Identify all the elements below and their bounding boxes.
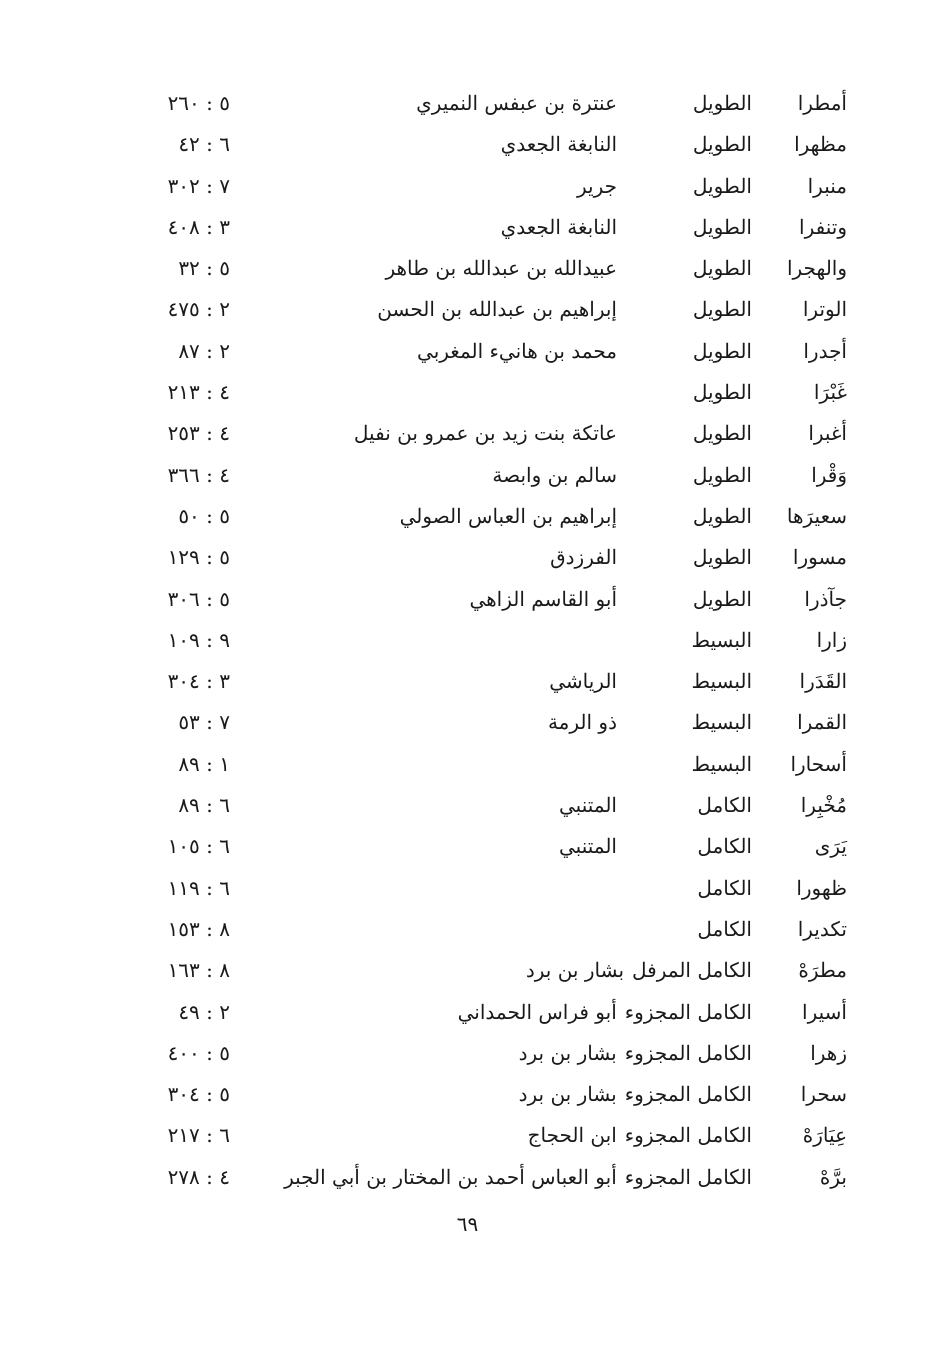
volume-page-reference: ٥ : ٣٠٦ [167,586,230,611]
rhyme-word: تكديرا [797,916,847,941]
table-row [0,454,935,495]
rhyme-word: مظهرا [794,132,847,157]
volume-page-reference: ٦ : ٢١٧ [167,1123,230,1148]
meter-name: الكامل [697,793,752,818]
poet-name: الفرزدق [550,545,617,570]
meter-name: الطويل [692,256,752,281]
meter-name: الطويل [692,545,752,570]
meter-name: الطويل [692,214,752,239]
rhyme-word: القمرا [797,710,847,735]
meter-name: البسيط [691,710,752,735]
poet-name: بشار بن برد [518,1082,617,1107]
poet-name: أبو القاسم الزاهي [469,586,617,611]
volume-page-reference: ٥ : ٤٠٠ [167,1040,230,1065]
rhyme-word: وَقْرا [811,462,847,487]
table-row [0,371,935,412]
meter-name: الكامل المجزوء [624,1082,752,1107]
rhyme-word: زهرا [810,1040,847,1065]
table-row [0,247,935,288]
volume-page-reference: ٥ : ٥٠ [178,503,230,528]
rhyme-word: مطرَهْ [798,958,847,983]
poet-name: الرياشي [549,669,617,694]
volume-page-reference: ٩ : ١٠٩ [167,627,230,652]
rhyme-word: أسحارا [790,751,847,776]
table-row [0,1073,935,1114]
volume-page-reference: ٤ : ٢١٣ [167,380,230,405]
meter-name: الكامل [697,834,752,859]
table-row [0,123,935,164]
meter-name: الكامل المرفل [632,958,752,983]
rhyme-word: أجدرا [803,338,847,363]
rhyme-word: زارا [816,627,847,652]
table-row [0,1114,935,1155]
table-row [0,330,935,371]
poet-name: ابن الحجاج [527,1123,617,1148]
rhyme-word: عِيَارَهْ [802,1123,847,1148]
volume-page-reference: ٢ : ٤٧٥ [167,297,230,322]
meter-name: الطويل [692,462,752,487]
volume-page-reference: ٦ : ١٠٥ [167,834,230,859]
table-row [0,1032,935,1073]
table-row [0,495,935,536]
poet-name: النابغة الجعدي [500,132,617,157]
meter-name: الطويل [692,338,752,363]
volume-page-reference: ١ : ٨٩ [178,751,230,776]
meter-name: الكامل المجزوء [624,999,752,1024]
poet-name: بشار بن برد [518,1040,617,1065]
rhyme-word: سحرا [800,1082,847,1107]
volume-page-reference: ٧ : ٥٣ [178,710,230,735]
table-row [0,743,935,784]
meter-name: الطويل [692,503,752,528]
meter-name: الكامل [697,916,752,941]
meter-name: الطويل [692,297,752,322]
meter-name: الكامل المجزوء [624,1164,752,1189]
poet-name: محمد بن هانيء المغربي [417,338,617,363]
page-number: ٦٩ [456,1212,479,1236]
table-row [0,82,935,123]
poet-name: عاتكة بنت زيد بن عمرو بن نفيل [353,421,617,446]
meter-name: الطويل [692,132,752,157]
meter-name: البسيط [691,751,752,776]
table-row [0,660,935,701]
volume-page-reference: ٨ : ١٦٣ [167,958,230,983]
table-row [0,412,935,453]
table-row [0,949,935,990]
volume-page-reference: ٦ : ٨٩ [178,793,230,818]
volume-page-reference: ٦ : ٤٢ [178,132,230,157]
volume-page-reference: ٦ : ١١٩ [167,875,230,900]
table-row [0,908,935,949]
rhyme-word: وتنفرا [799,214,847,239]
volume-page-reference: ٤ : ٣٦٦ [167,462,230,487]
rhyme-word: مُخْبِرا [800,793,847,818]
poet-name: إبراهيم بن العباس الصولي [399,503,617,528]
poet-name: بشار بن برد [525,958,625,983]
rhyme-word: ظهورا [796,875,847,900]
table-row [0,619,935,660]
rhyme-word: القَدَرا [799,669,847,694]
rhyme-word: أسيرا [802,999,847,1024]
volume-page-reference: ٤ : ٢٧٨ [167,1164,230,1189]
poet-name: إبراهيم بن عبدالله بن الحسن [377,297,617,322]
meter-name: البسيط [691,669,752,694]
table-row [0,288,935,329]
poet-name: أبو العباس أحمد بن المختار بن أبي الجبر [284,1164,617,1189]
meter-name: الطويل [692,380,752,405]
rhyme-word: الوترا [802,297,847,322]
meter-name: البسيط [691,627,752,652]
rhyme-word: برَّهْ [819,1164,847,1189]
volume-page-reference: ٣ : ٤٠٨ [167,214,230,239]
rhyme-word: يَرَى [814,834,847,859]
poet-name: عبيدالله بن عبدالله بن طاهر [385,256,617,281]
volume-page-reference: ٥ : ٢٦٠ [167,91,230,115]
rhyme-word: جآذرا [804,586,847,611]
meter-name: الطويل [692,173,752,198]
poet-name: النابغة الجعدي [500,214,617,239]
rhyme-word: والهجرا [786,256,847,281]
volume-page-reference: ٥ : ١٢٩ [167,545,230,570]
table-row [0,825,935,866]
volume-page-reference: ٢ : ٤٩ [178,999,230,1024]
volume-page-reference: ٤ : ٢٥٣ [167,421,230,446]
table-row [0,536,935,577]
rhyme-word: غَبْرَا [813,380,847,405]
poet-name: جرير [577,173,617,198]
table-row [0,701,935,742]
table-row [0,867,935,908]
rhyme-word: أمطرا [797,91,847,115]
poet-name: المتنبي [559,793,617,818]
table-row [0,165,935,206]
meter-name: الطويل [692,91,752,115]
table-row [0,1156,935,1197]
table-row [0,206,935,247]
meter-name: الكامل المجزوء [624,1123,752,1148]
rhyme-word: سعيرَها [786,503,847,528]
volume-page-reference: ٧ : ٣٠٢ [167,173,230,198]
rhyme-word: مسورا [792,545,847,570]
table-row [0,578,935,619]
volume-page-reference: ٨ : ١٥٣ [167,916,230,941]
rhyme-word: منبرا [807,173,847,198]
meter-name: الطويل [692,586,752,611]
poet-name: أبو فراس الحمداني [457,999,617,1024]
table-row [0,784,935,825]
rhyme-index-table [0,82,935,1197]
volume-page-reference: ٢ : ٨٧ [178,338,230,363]
rhyme-word: أغبرا [808,421,847,446]
poet-name: سالم بن وابصة [492,462,617,487]
volume-page-reference: ٣ : ٣٠٤ [167,669,230,694]
volume-page-reference: ٥ : ٣٢ [178,256,230,281]
meter-name: الكامل المجزوء [624,1040,752,1065]
table-row [0,991,935,1032]
poet-name: عنترة بن عبفس النميري [416,91,617,115]
volume-page-reference: ٥ : ٣٠٤ [167,1082,230,1107]
poet-name: المتنبي [559,834,617,859]
meter-name: الكامل [697,875,752,900]
meter-name: الطويل [692,421,752,446]
poet-name: ذو الرمة [547,710,617,735]
